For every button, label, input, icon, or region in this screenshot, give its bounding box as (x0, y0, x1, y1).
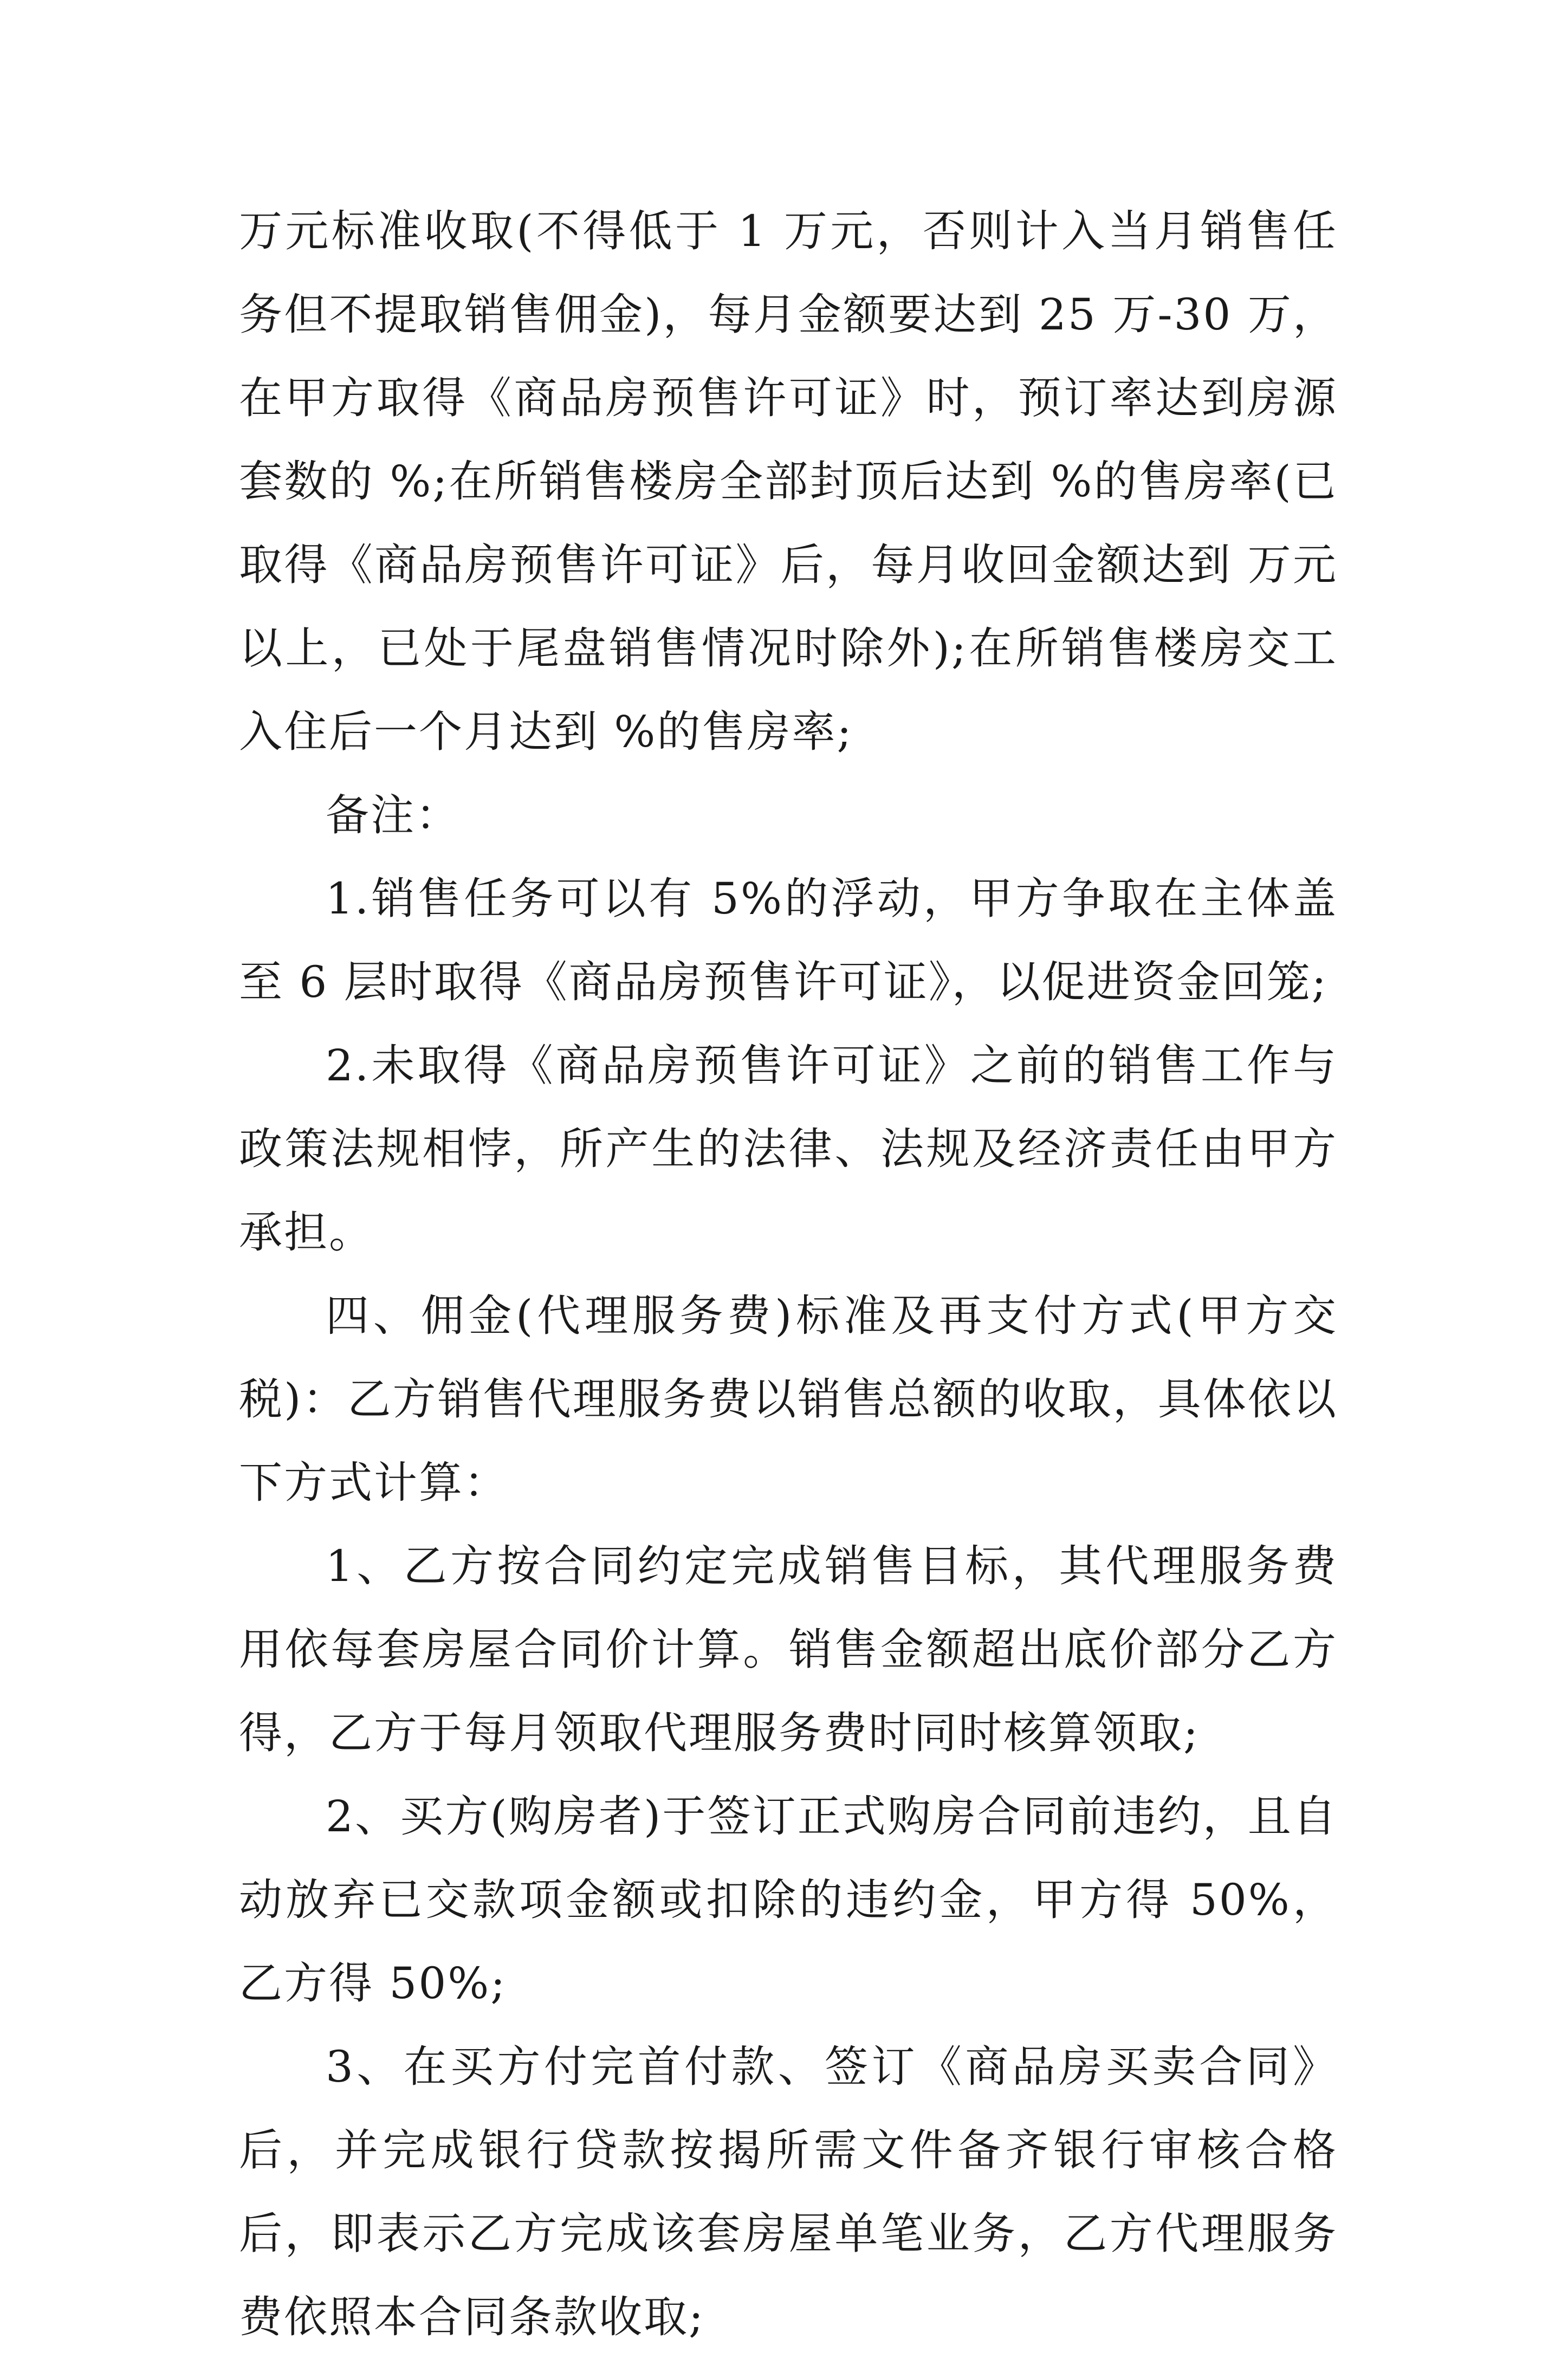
paragraph-remarks-heading: 备注： (326, 790, 461, 840)
document-body (239, 190, 1338, 2359)
paragraph-remark-2: 2.未取得《商品房预售许可证》之前的销售工作与政策法规相悖，所产生的法律、法规及经济责任由甲方承担。 (239, 1040, 1338, 1258)
paragraph-sales-targets: 万元标准收取(不得低于 1 万元，否则计入当月销售任务但不提取销售佣金)，每月金额要达到 25 万-30 万，在甲方取得《商品房预售许可证》时，预订率达到房源套数的 %;在所销售楼房全部封顶后达到 %的售房率(已取得《商品房预售许可证》后，每月收回金额达到 万元以上，已处于尾盘销售情况时除外);在所销售楼房交工入住后一个月达到 %的售房率; (239, 206, 1338, 757)
paragraph-section-4-commission: 四、佣金(代理服务费)标准及再支付方式(甲方交税)：乙方销售代理服务费以销售总额的收取，具体依以下方式计算： (239, 1291, 1338, 1508)
paragraph-commission-item-2: 2、买方(购房者)于签订正式购房合同前违约，且自动放弃已交款项金额或扣除的违约金，甲方得 50%，乙方得 50%; (239, 1791, 1338, 2008)
paragraph-remark-1: 1.销售任务可以有 5%的浮动，甲方争取在主体盖至 6 层时取得《商品房预售许可证》，以促进资金回笼; (239, 873, 1338, 1007)
paragraph-commission-item-1: 1、乙方按合同约定完成销售目标，其代理服务费用依每套房屋合同价计算。销售金额超出底价部分乙方得，乙方于每月领取代理服务费时同时核算领取; (239, 1541, 1338, 1758)
paragraph-commission-item-3: 3、在买方付完首付款、签订《商品房买卖合同》后，并完成银行贷款按揭所需文件备齐银行审核合格后，即表示乙方完成该套房屋单笔业务，乙方代理服务费依照本合同条款收取; (239, 2042, 1338, 2342)
